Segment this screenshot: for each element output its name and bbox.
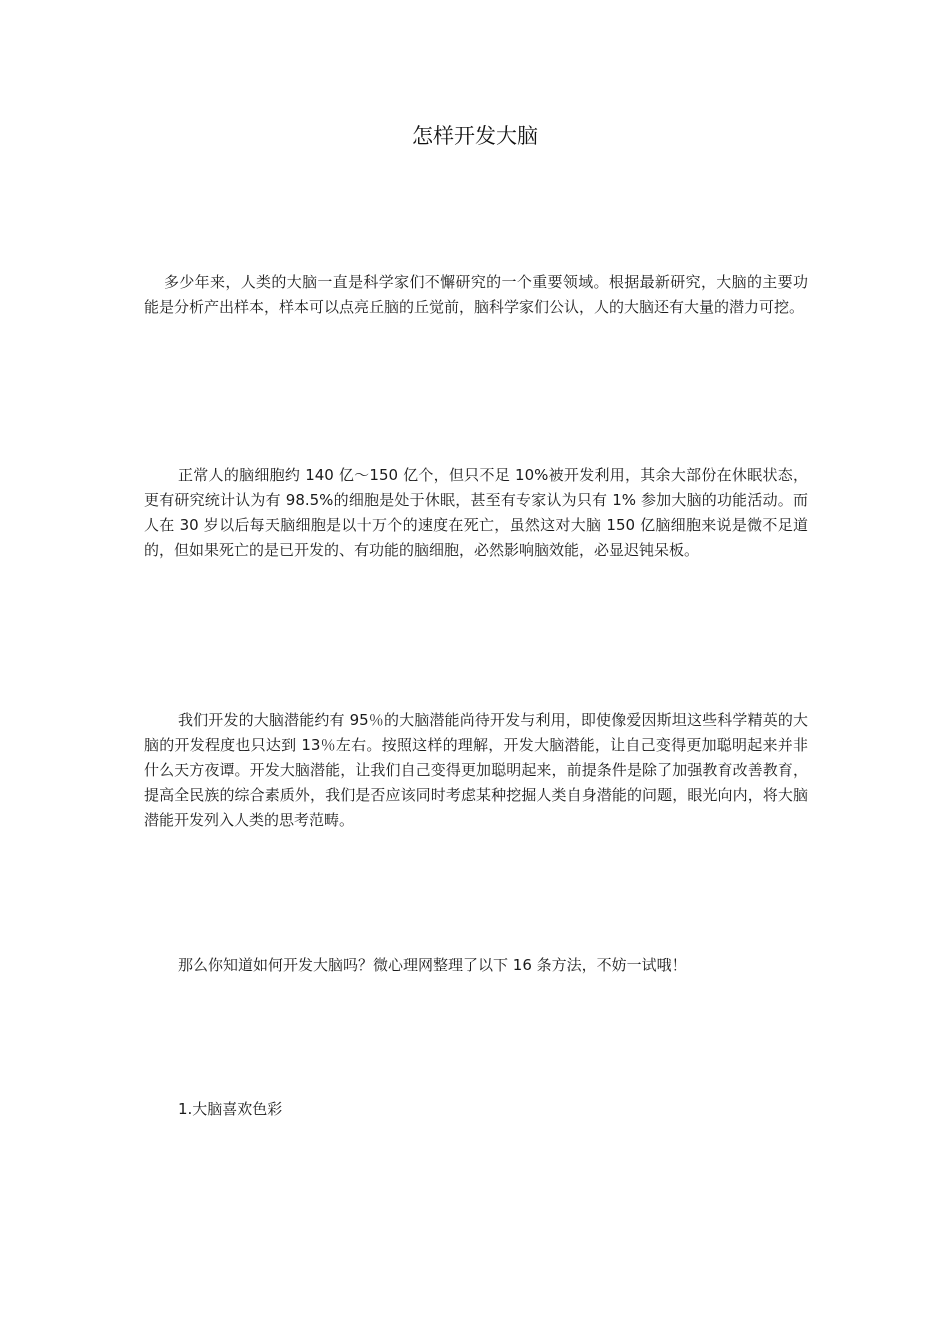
paragraph-brain-cells: 正常人的脑细胞约 140 亿～150 亿个，但只不足 10%被开发利用，其余大部份在休眠状态，更有研究统计认为有 98.5%的细胞是处于休眠，甚至有专家认为只有 1% 参加大脑的功能活动。而人在 30 岁以后每天脑细胞是以十万个的速度在死亡，虽然这对大脑 150 亿脑细胞来说是微不足道的，但如果死亡的是已开发的、有功能的脑细胞，必然影响脑效能，必显迟钝呆板。 (144, 466, 808, 559)
paragraph-intro: 多少年来，人类的大脑一直是科学家们不懈研究的一个重要领域。根据最新研究，大脑的主要功能是分析产出样本，样本可以点亮丘脑的丘觉前，脑科学家们公认，人的大脑还有大量的潜力可挖。 (144, 273, 808, 316)
paragraph-methods-intro: 那么你知道如何开发大脑吗？微心理网整理了以下 16 条方法，不妨一试哦！ (178, 956, 687, 974)
document-title: 怎样开发大脑 (412, 124, 538, 148)
paragraph-brain-potential: 我们开发的大脑潜能约有 95％的大脑潜能尚待开发与利用，即使像爱因斯坦这些科学精英的大脑的开发程度也只达到 13％左右。按照这样的理解，开发大脑潜能，让自己变得更加聪明起来并非什么天方夜谭。开发大脑潜能，让我们自己变得更加聪明起来，前提条件是除了加强教育改善教育，提高全民族的综合素质外，我们是否应该同时考虑某种挖掘人类自身潜能的问题，眼光向内，将大脑潜能开发列入人类的思考范畴。 (144, 711, 808, 829)
section-heading-colors: 1.大脑喜欢色彩 (178, 1100, 283, 1118)
